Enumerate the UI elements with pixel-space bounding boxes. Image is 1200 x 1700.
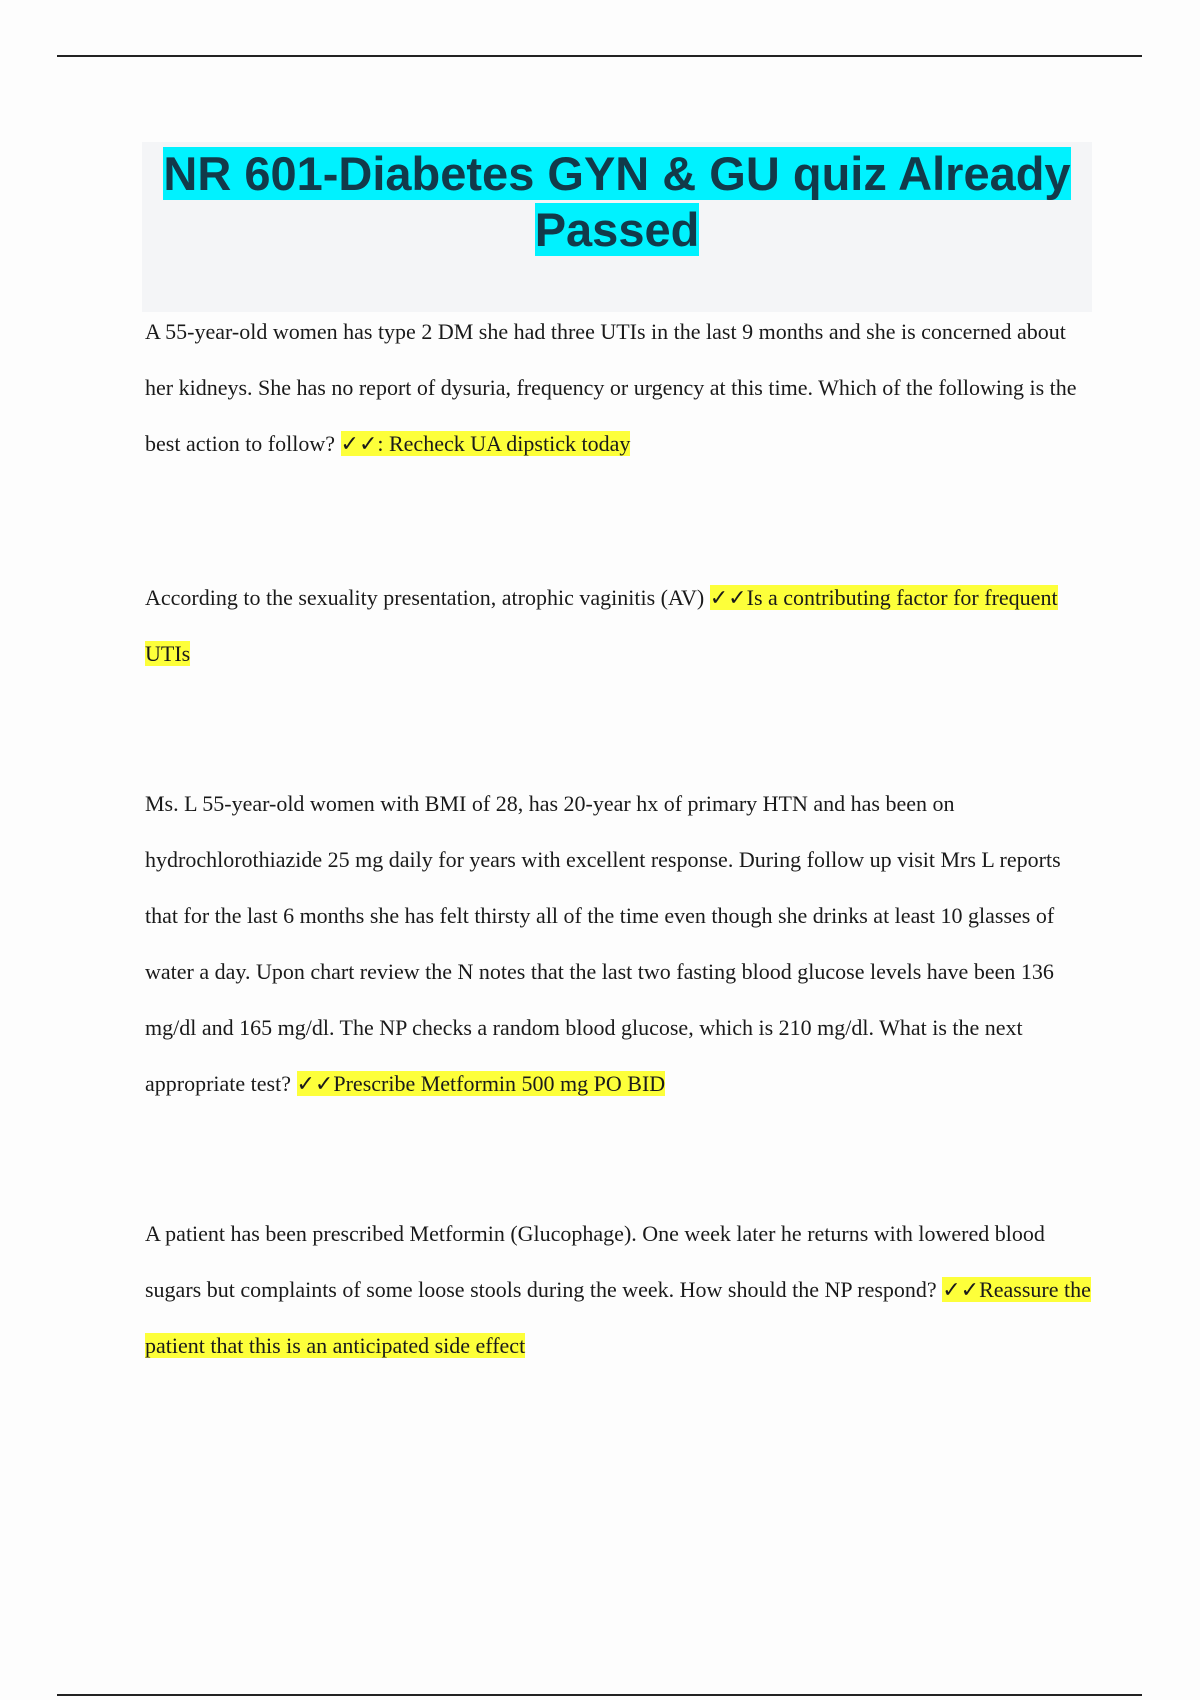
- question-1: [145, 304, 1095, 472]
- answer-2-text: ✓✓Is a contributing factor for frequent UTIs: [145, 585, 1058, 666]
- question-3: [145, 776, 1095, 1112]
- bottom-rule: [57, 1694, 1142, 1696]
- top-rule: [57, 55, 1142, 57]
- title-block: [142, 142, 1092, 312]
- quiz-content: [145, 304, 1095, 1374]
- answer-1-text: ✓✓: Recheck UA dipstick today: [340, 431, 631, 456]
- question-2-text: According to the sexuality presentation, atrophic vaginitis (AV): [145, 585, 710, 610]
- question-3-text: Ms. L 55-year-old women with BMI of 28, has 20-year hx of primary HTN and has been on hydrochlorothiazide 25 mg daily for years with excellent response. During follow up visit Mrs L reports that for the last 6 months she has felt thirsty all of the time even though she drinks at least 10 glasses of water a day. Upon chart review the N notes that the last two fasting blood glucose levels have been 136 mg/dl and 165 mg/dl. The NP checks a random blood glucose, which is 210 mg/dl. What is the next appropriate test?: [145, 791, 1061, 1096]
- question-4: [145, 1206, 1095, 1374]
- document-title-text: NR 601-Diabetes GYN & GU quiz Already Passed: [163, 147, 1071, 256]
- answer-4-text: ✓✓Reassure the patient that this is an anticipated side effect: [145, 1277, 1091, 1358]
- question-2: [145, 570, 1095, 682]
- answer-3-text: ✓✓Prescribe Metformin 500 mg PO BID: [296, 1071, 666, 1096]
- question-4-text: A patient has been prescribed Metformin (Glucophage). One week later he returns with lowered blood sugars but complaints of some loose stools during the week. How should the NP respond?: [145, 1221, 1045, 1302]
- document-title: [142, 142, 1092, 258]
- question-1-text: A 55-year-old women has type 2 DM she had three UTIs in the last 9 months and she is concerned about her kidneys. She has no report of dysuria, frequency or urgency at this time. Which of the following is the best action to follow?: [145, 319, 1077, 456]
